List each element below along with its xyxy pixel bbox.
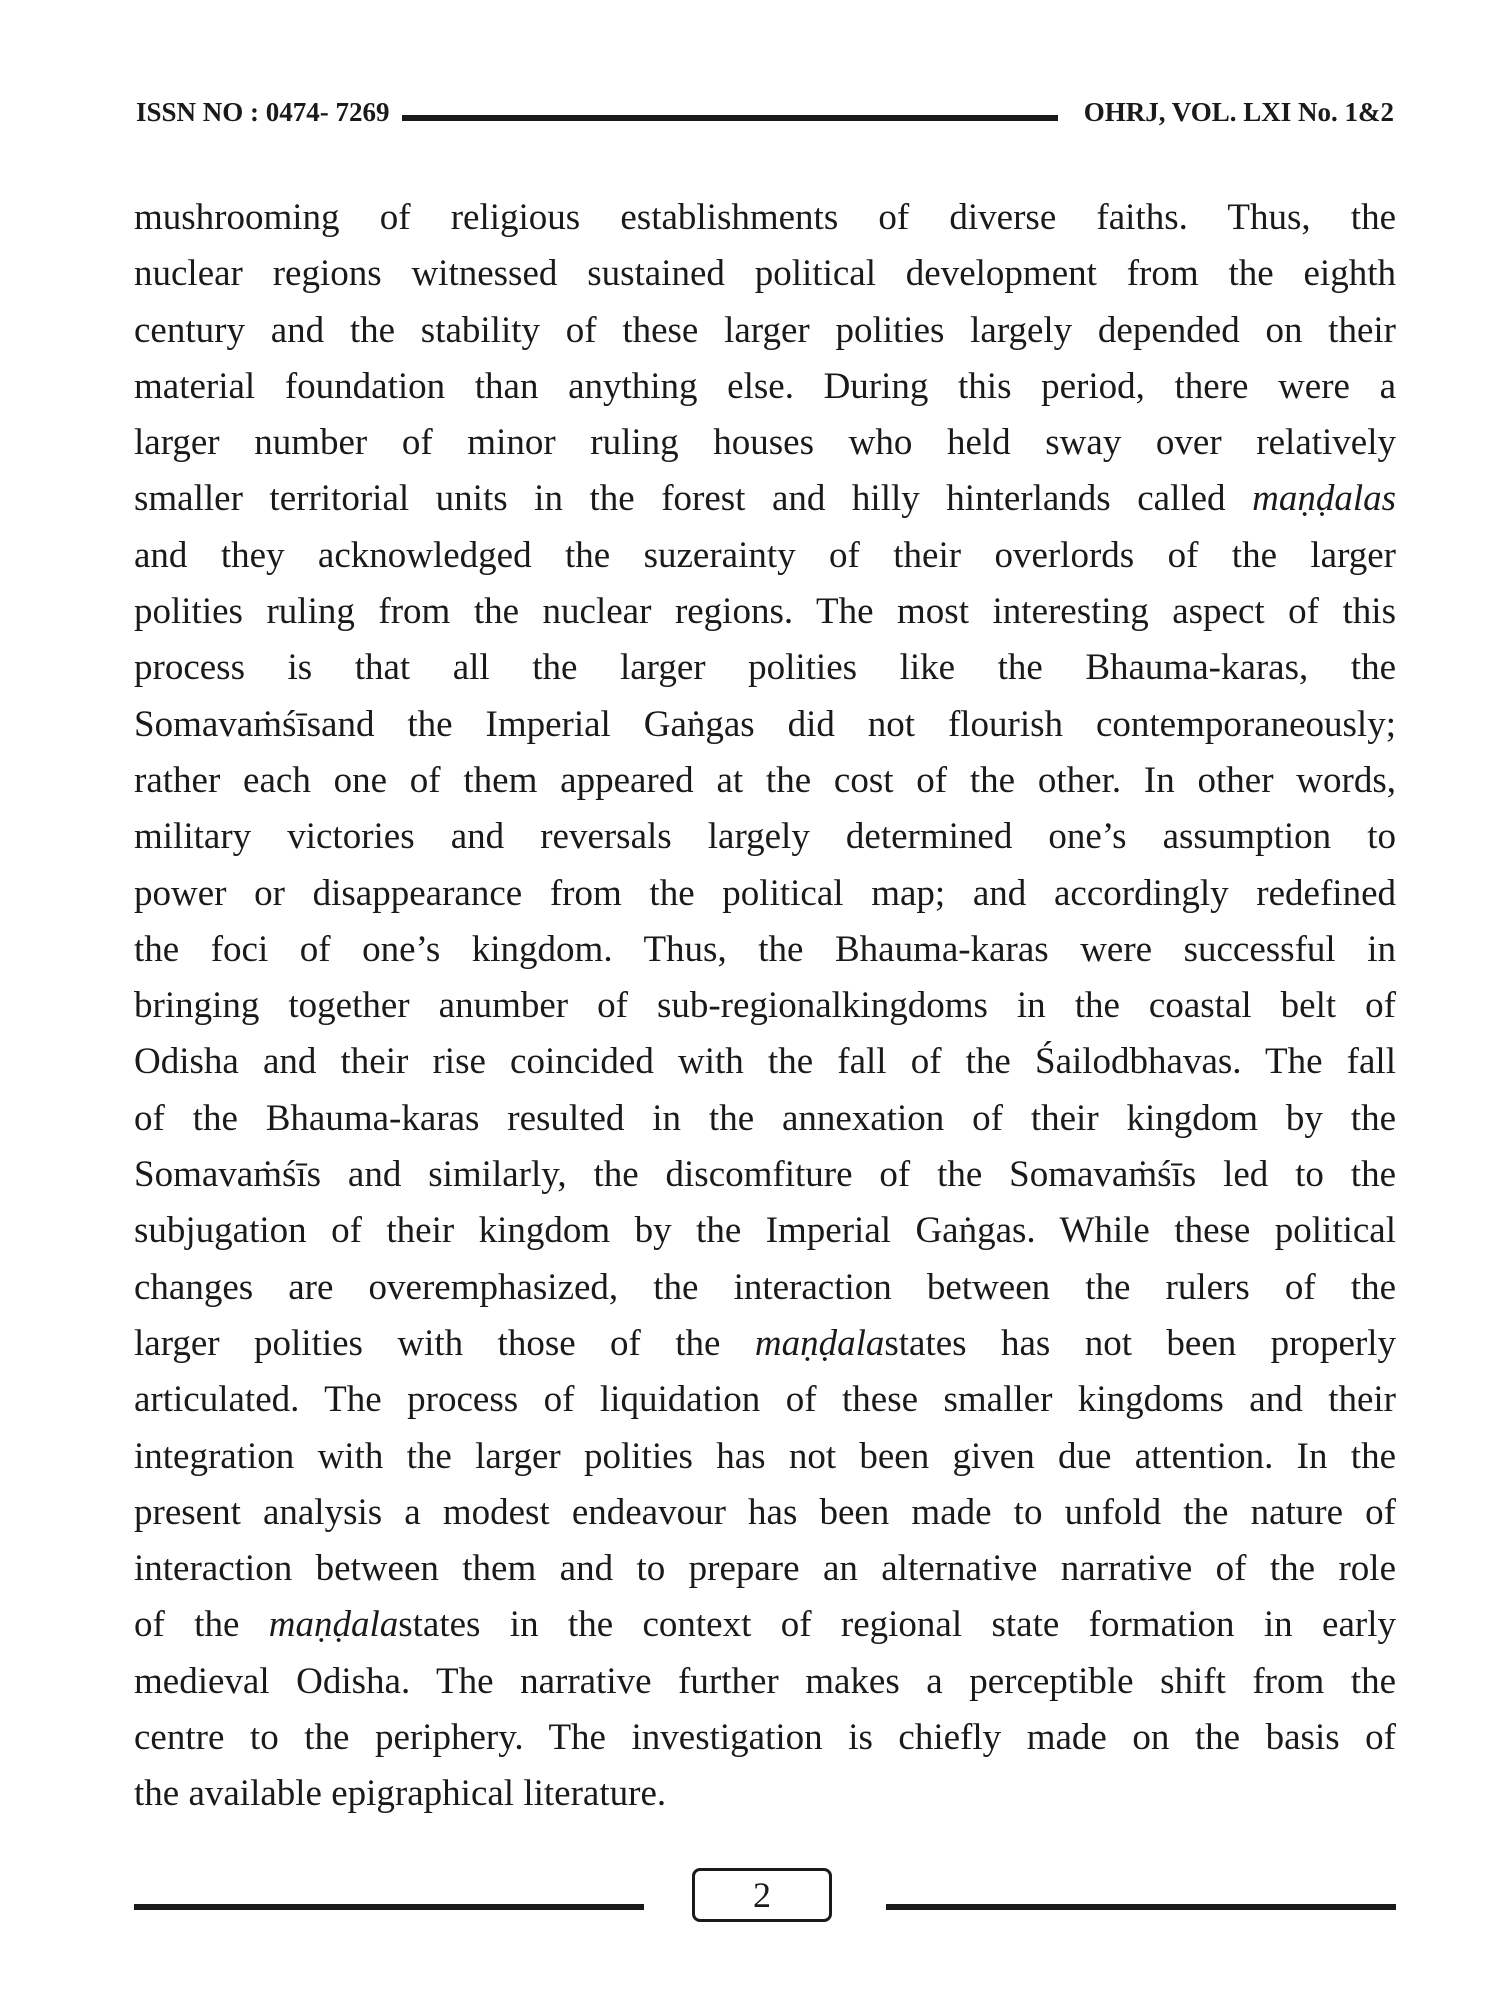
text-line: centre to the periphery. The investigation is chiefly made on the basis of bbox=[134, 1717, 1396, 1759]
text-line: polities ruling from the nuclear regions. The most interesting aspect of this bbox=[134, 591, 1396, 633]
italic-term: maṇḍala bbox=[754, 1322, 885, 1364]
text-line: of the Bhauma-karas resulted in the annexation of their kingdom by the bbox=[134, 1097, 1396, 1139]
footer-rule-left bbox=[134, 1904, 644, 1910]
text-segment: smaller territorial units in the forest and hilly hinterlands called bbox=[134, 478, 1253, 520]
text-line: the available epigraphical literature. bbox=[134, 1773, 667, 1815]
text-line: interaction between them and to prepare an alternative narrative of the role bbox=[134, 1548, 1396, 1590]
issn-label: ISSN NO : 0474- 7269 bbox=[136, 96, 390, 127]
italic-term: maṇḍala bbox=[268, 1604, 399, 1646]
page-footer bbox=[134, 1868, 1396, 1928]
text-line: nuclear regions witnessed sustained political development from the eighth bbox=[134, 253, 1396, 295]
text-line bbox=[134, 471, 1396, 527]
text-line: larger number of minor ruling houses who held sway over relatively bbox=[134, 422, 1396, 464]
journal-volume-label: OHRJ, VOL. LXI No. 1&2 bbox=[1083, 96, 1394, 127]
text-line: military victories and reversals largely determined one’s assumption to bbox=[134, 816, 1396, 858]
text-line: power or disappearance from the political map; and accordingly redefined bbox=[134, 872, 1396, 914]
text-line: articulated. The process of liquidation of these smaller kingdoms and their bbox=[134, 1379, 1396, 1421]
text-line: material foundation than anything else. During this period, there were a bbox=[134, 365, 1396, 407]
text-line: mushrooming of religious establishments of diverse faiths. Thus, the bbox=[134, 197, 1396, 238]
text-line: integration with the larger polities has not been given due attention. In the bbox=[134, 1435, 1396, 1477]
page-number: 2 bbox=[692, 1868, 832, 1922]
text-segment: states in the context of regional state formation in early bbox=[398, 1604, 1396, 1646]
text-line: changes are overemphasized, the interaction between the rulers of the bbox=[134, 1266, 1396, 1308]
text-line: Odisha and their rise coincided with the fall of the Śailodbhavas. The fall bbox=[134, 1041, 1396, 1083]
text-line: Somavaṁśīs and similarly, the discomfiture of the Somavaṁśīs led to the bbox=[134, 1154, 1396, 1196]
text-line: Somavaṁśīsand the Imperial Gaṅgas did not flourish contemporaneously; bbox=[134, 703, 1396, 745]
text-line bbox=[134, 1316, 1396, 1372]
text-line: process is that all the larger polities like the Bhauma-karas, the bbox=[134, 647, 1396, 689]
text-line: bringing together anumber of sub-regionalkingdoms in the coastal belt of bbox=[134, 985, 1396, 1027]
italic-term: maṇḍalas bbox=[1252, 478, 1396, 520]
footer-rule-right bbox=[886, 1904, 1396, 1910]
text-line: subjugation of their kingdom by the Imperial Gaṅgas. While these political bbox=[134, 1210, 1396, 1252]
body-paragraph bbox=[134, 190, 1396, 1823]
header-rule bbox=[402, 115, 1058, 121]
text-segment: states has not been properly bbox=[884, 1322, 1396, 1364]
text-line: and they acknowledged the suzerainty of their overlords of the larger bbox=[134, 534, 1396, 576]
text-line: medieval Odisha. The narrative further makes a perceptible shift from the bbox=[134, 1660, 1396, 1702]
text-line: rather each one of them appeared at the cost of the other. In other words, bbox=[134, 759, 1396, 801]
text-line bbox=[134, 1597, 1396, 1653]
text-line: the foci of one’s kingdom. Thus, the Bhauma-karas were successful in bbox=[134, 928, 1396, 970]
running-header bbox=[136, 92, 1394, 132]
text-segment: of the bbox=[134, 1604, 269, 1646]
text-line: century and the stability of these larger polities largely depended on their bbox=[134, 309, 1396, 351]
text-line: present analysis a modest endeavour has been made to unfold the nature of bbox=[134, 1491, 1396, 1533]
text-segment: larger polities with those of the bbox=[134, 1322, 755, 1364]
